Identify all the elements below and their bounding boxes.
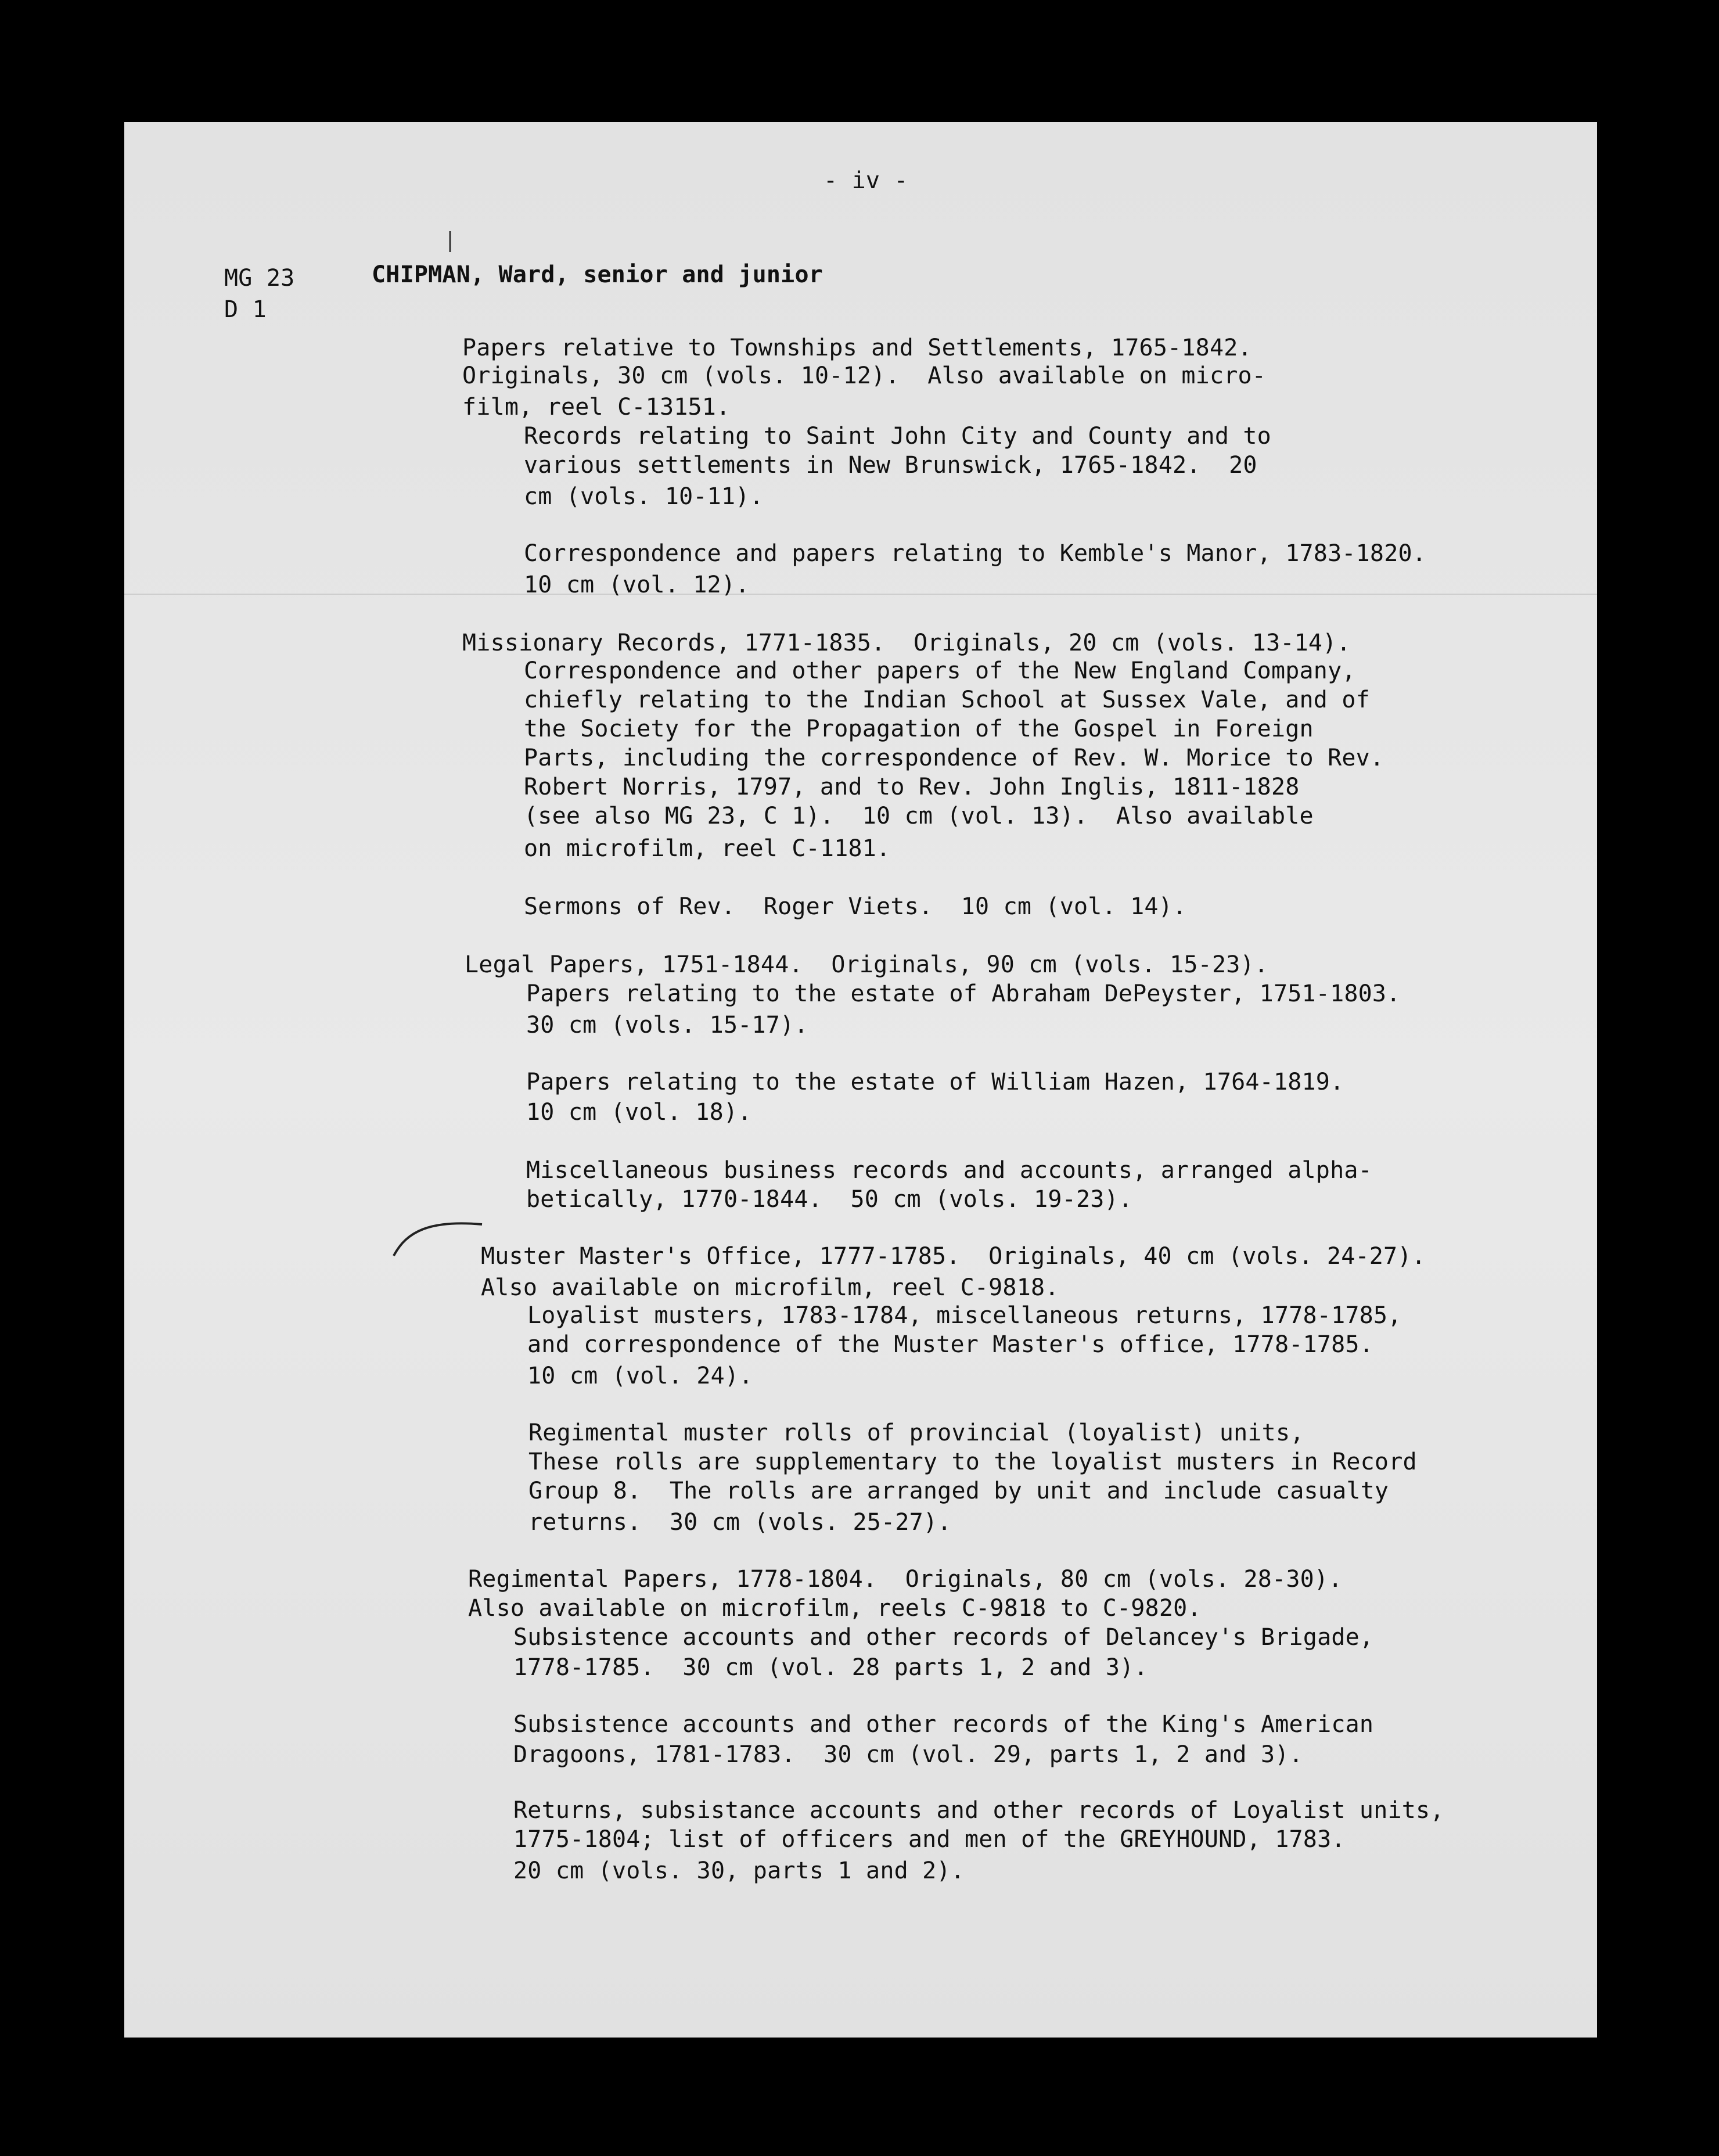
text-line: Returns, subsistance accounts and other records of Loyalist units, [513,1797,1444,1824]
text-line: Subsistence accounts and other records of Delancey's Brigade, [513,1624,1374,1651]
text-line: 10 cm (vol. 12). [524,572,750,598]
text-line: chiefly relating to the Indian School at Sussex Vale, and of [524,687,1370,713]
text-line: Papers relating to the estate of William Hazen, 1764-1819. [526,1069,1344,1095]
text-line: Parts, including the correspondence of Rev. W. Morice to Rev. [524,745,1384,771]
text-line: 20 cm (vols. 30, parts 1 and 2). [513,1857,965,1884]
text-line: Correspondence and other papers of the New England Company, [524,657,1356,684]
text-line: Sermons of Rev. Roger Viets. 10 cm (vol. 14). [524,893,1187,920]
text-line: Records relating to Saint John City and County and to [524,423,1271,450]
text-line: Correspondence and papers relating to Kemble's Manor, 1783-1820. [524,540,1427,567]
text-line: film, reel C-13151. [462,394,731,421]
text-line: Robert Norris, 1797, and to Rev. John Inglis, 1811-1828 [524,774,1300,800]
series-heading-muster: Muster Master's Office, 1777-1785. Originals, 40 cm (vols. 24-27). [481,1243,1426,1270]
text-line: returns. 30 cm (vols. 25-27). [528,1509,952,1536]
series-heading-missionary: Missionary Records, 1771-1835. Originals, 20 cm (vols. 13-14). [462,630,1351,656]
text-line: 10 cm (vol. 24). [527,1363,753,1389]
text-line: Subsistence accounts and other records of the King's American [513,1711,1374,1738]
collection-reference-line2: D 1 [224,296,267,323]
pen-mark-icon [389,1214,488,1260]
text-line: 10 cm (vol. 18). [526,1099,752,1126]
page-fold-crease [124,594,1597,595]
text-line: and correspondence of the Muster Master's office, 1778-1785. [527,1331,1373,1358]
fonds-title: CHIPMAN, Ward, senior and junior [372,261,823,288]
text-line: Also available on microfilm, reels C-9818 to C-9820. [468,1595,1202,1622]
text-line: Originals, 30 cm (vols. 10-12). Also available on micro- [462,362,1267,389]
text-line: Regimental muster rolls of provincial (loyalist) units, [528,1420,1304,1446]
text-line: Papers relating to the estate of Abraham DePeyster, 1751-1803. [526,980,1401,1007]
text-line: Group 8. The rolls are arranged by unit and include casualty [528,1478,1389,1504]
text-line: 1778-1785. 30 cm (vol. 28 parts 1, 2 and 3). [513,1654,1148,1681]
text-line: Dragoons, 1781-1783. 30 cm (vol. 29, parts 1, 2 and 3). [513,1741,1303,1768]
text-line: These rolls are supplementary to the loyalist musters in Record [528,1449,1417,1475]
collection-reference-line1: MG 23 [224,265,295,292]
text-line: on microfilm, reel C-1181. [524,835,891,862]
text-line: 1775-1804; list of officers and men of the GREYHOUND, 1783. [513,1826,1346,1853]
text-line: Also available on microfilm, reel C-9818. [481,1274,1059,1301]
series-heading-regimental: Regimental Papers, 1778-1804. Originals, 80 cm (vols. 28-30). [468,1566,1343,1593]
text-line: Loyalist musters, 1783-1784, miscellaneous returns, 1778-1785, [527,1302,1402,1329]
text-line: the Society for the Propagation of the Gospel in Foreign [524,716,1314,742]
text-line: 30 cm (vols. 15-17). [526,1012,808,1039]
scan-tick-icon [447,230,453,253]
text-line: betically, 1770-1844. 50 cm (vols. 19-23). [526,1186,1133,1213]
series-heading-legal: Legal Papers, 1751-1844. Originals, 90 cm (vols. 15-23). [465,951,1269,978]
text-line: Miscellaneous business records and accounts, arranged alpha- [526,1157,1372,1184]
text-line: various settlements in New Brunswick, 1765-1842. 20 [524,452,1257,479]
text-line: (see also MG 23, C 1). 10 cm (vol. 13). Also available [524,803,1314,829]
series-heading-townships: Papers relative to Townships and Settlements, 1765-1842. [462,335,1252,361]
page-number: - iv - [823,167,908,194]
text-line: cm (vols. 10-11). [524,483,764,510]
